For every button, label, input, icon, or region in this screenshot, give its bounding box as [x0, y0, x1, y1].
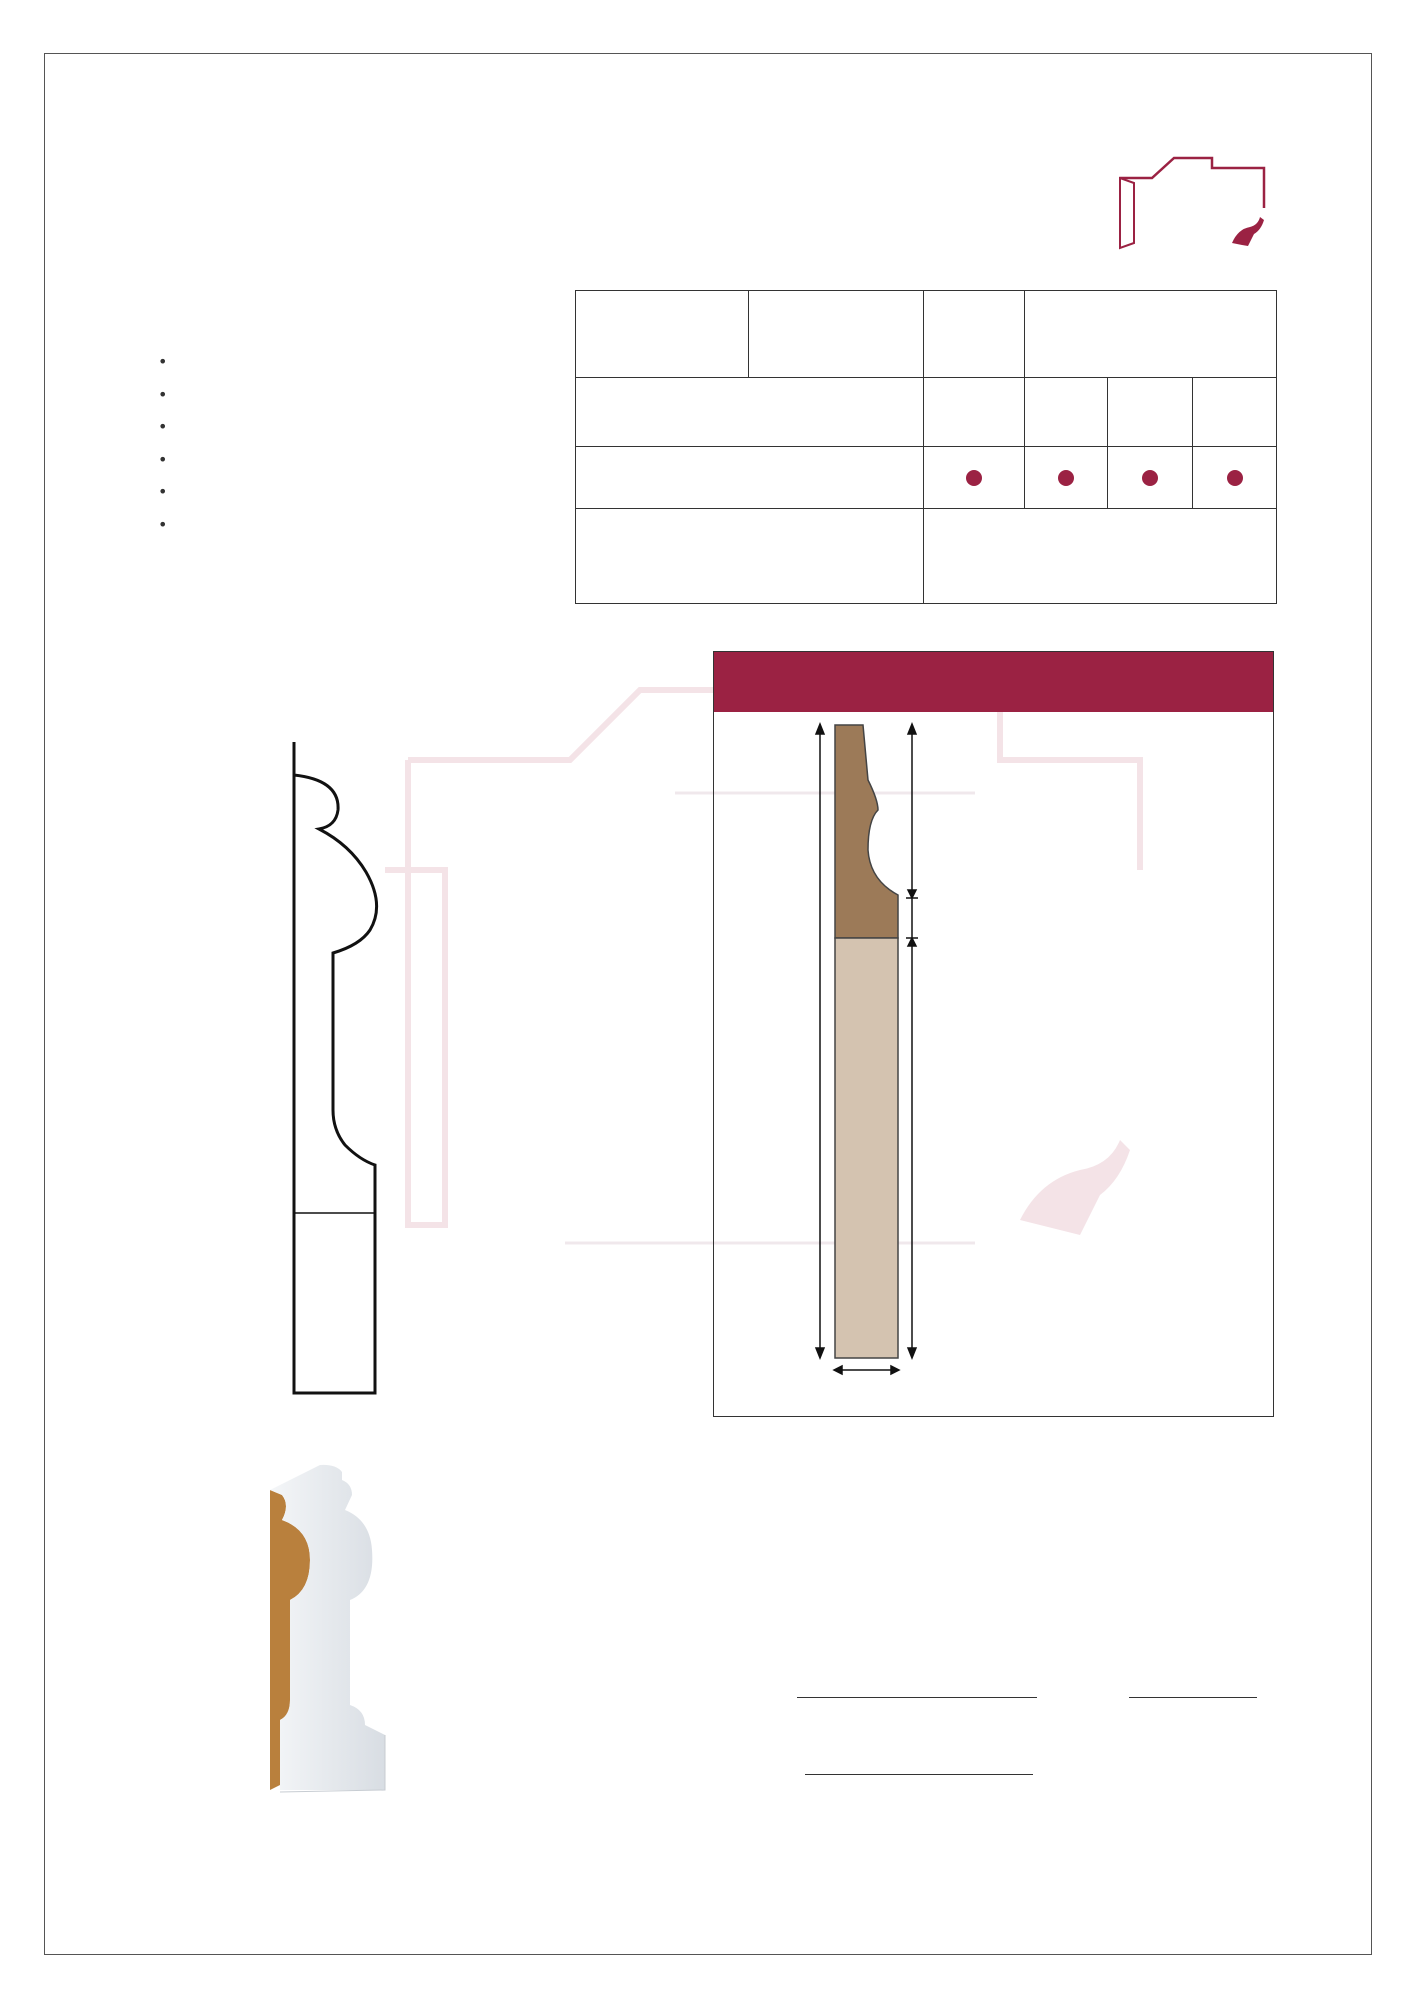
thickness-arrow	[834, 1366, 899, 1374]
signature-field[interactable]	[805, 1774, 1033, 1775]
date-field[interactable]	[1129, 1697, 1257, 1698]
moulding-3d-render	[260, 1450, 400, 1800]
name-field[interactable]	[797, 1697, 1037, 1698]
adjustable-part	[835, 938, 898, 1358]
fixed-profile-part	[835, 725, 898, 938]
total-height-arrow	[816, 724, 824, 1358]
profile-height-arrow	[908, 724, 916, 1358]
